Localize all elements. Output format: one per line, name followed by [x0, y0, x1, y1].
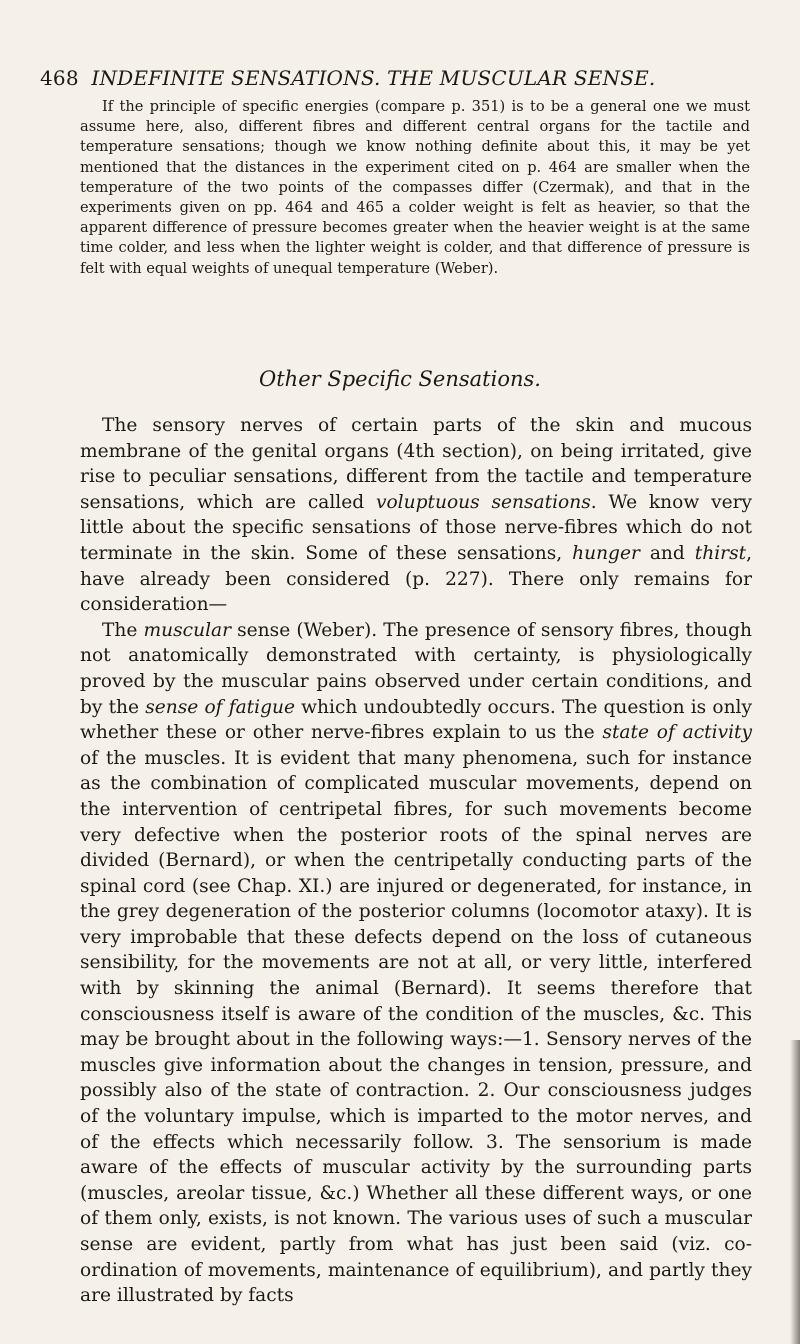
main-text — [80, 413, 752, 1309]
page-number: 468 — [40, 66, 79, 90]
scan-shadow-edge — [790, 1040, 800, 1344]
small-print-paragraph: If the principle of specific energies (compare p. 351) is to be a general one we must assume here, also, different fibres and different central organs for the tactile and temperature sensations; though we know nothing definite about this, it may be yet mentioned that the distances in the experiment cited on p. 464 are smaller when the temperature of the two points of the compasses differ (Czermak), and that in the experiments given on pp. 464 and 465 a colder weight is felt as heavier, so that the apparent difference of pressure becomes greater when the heavier weight is at the same time colder, and less when the lighter weight is colder, and that difference of pressure is felt with equal weights of unequal temperature (Weber). — [80, 98, 750, 277]
paragraph-voluptuous-sensations — [80, 413, 752, 618]
italic-term: voluptuous sensations — [375, 491, 591, 513]
text-run: of the muscles. It is evident that many phenomena, such for instance as the combination of complicated muscular movements, depend on the intervention of centripetal fibres, for such movements become very defective when the posterior roots of the spinal nerves are divided (Bernard), or when the centripetally conducting parts of the spinal cord (see Chap. XI.) are injured or degenerated, for instance, in the grey degeneration of the posterior columns (locomotor ataxy). It is very improbable that these defects depend on the loss of cutaneous sensibility, for the movements are not at all, or very little, interfered with by skinning the animal (Bernard). It seems therefore that consciousness itself is aware of the condition of the muscles, &c. This may be brought about in the following ways:—1. Sensory nerves of the muscles give information about the changes in tension, pressure, and possibly also of the state of contraction. 2. Our consciousness judges of the voluntary impulse, which is imparted to the motor nerves, and of the effects which necessarily follow. 3. The sensorium is made aware of the effects of muscular activity by the surrounding parts (muscles, areolar tissue, &c.) Whether all these different ways, or one of them only, exists, is not known. The various uses of such a muscular sense are evident, partly from what has just been said (viz. co-ordination of movements, maintenance of equilibrium), and partly they are illustrated by facts — [80, 747, 752, 1307]
italic-term: hunger — [572, 542, 640, 564]
text-run: . We know very little about the specific sensations of those nerve-fibres which do not terminate in the skin. Some of these sensations, — [80, 491, 752, 564]
italic-term: state of activity — [602, 722, 752, 744]
running-title: INDEFINITE SENSATIONS. THE MUSCULAR SENSE. — [91, 66, 656, 90]
paragraph-muscular-sense — [80, 618, 752, 1309]
italic-term: thirst — [694, 542, 747, 564]
text-run: The — [102, 619, 144, 641]
italic-term: sense of fatigue — [145, 696, 295, 718]
text-run: which undoubtedly occurs. The question is only whether these or other nerve-fibres explain to us the — [80, 696, 752, 744]
text-run: and — [639, 542, 695, 564]
text-run: sense (Weber). The presence of sensory fibres, though not anatomically demonstrated with certainty, is physiologically proved by the muscular pains observed under certain conditions, and by the — [80, 619, 752, 718]
italic-term: muscular — [143, 619, 231, 641]
running-header — [40, 66, 760, 90]
section-heading: Other Specific Sensations. — [259, 367, 541, 391]
text-run: The sensory nerves of certain parts of the skin and mucous membrane of the genital organs (4th section), on being irritated, give rise to peculiar sensations, different from the tactile and temperature sensations, which are called — [80, 415, 752, 513]
text-run: , have already been considered (p. 227). There only remains for consideration— — [80, 542, 752, 616]
